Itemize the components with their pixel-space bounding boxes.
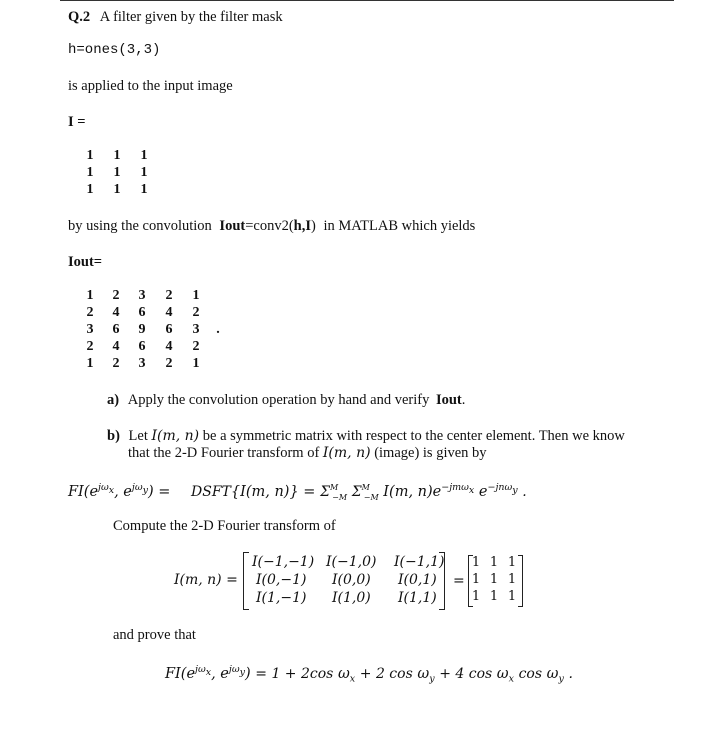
matrix-cell: 1 — [86, 182, 94, 197]
matrix-cell: 2 — [192, 305, 200, 320]
dsft-formula — [68, 482, 527, 502]
applied-text: is applied to the input image — [68, 78, 233, 94]
part-b-label: b) — [107, 428, 120, 444]
matrix-cell: 4 — [112, 339, 120, 354]
matrix-cell: 1 — [86, 148, 94, 163]
matrix-cell: 1 — [192, 356, 200, 371]
matrix-cell: 3 — [138, 288, 146, 303]
part-a-label: a) — [107, 392, 120, 408]
conv-code3: h,I — [293, 218, 312, 234]
matrix-cell: 2 — [192, 339, 200, 354]
matrix-entry: I(1,−1) — [256, 590, 307, 606]
part-a-text: Apply the convolution operation by hand and verify — [127, 392, 430, 408]
matrix-entry: I(−1,−1) — [252, 554, 315, 570]
conv-code2: =conv2( — [245, 218, 294, 234]
part-a — [107, 392, 465, 409]
conv-sentence — [68, 218, 475, 235]
matrix-cell: 1 — [113, 165, 121, 180]
matrix-entry: I(−1,1) — [394, 554, 445, 570]
matrix-cell: 4 — [165, 305, 173, 320]
right-bracket — [518, 555, 523, 607]
part-b-line2-post: (image) is given by — [374, 445, 487, 461]
ones-cell: 1 — [489, 572, 499, 587]
dsft-formula-rhs: DSFT{I(m, $n)\} = \Sigma^M_{-M}$ $\Sigma^M_{-M}$ I(m, $n)e^{-jm\omega_x}$ $e^{-jn\omega_y}$ . — [191, 482, 527, 502]
ones-cell: 1 — [489, 589, 499, 604]
matrix-cell: 6 — [112, 322, 120, 337]
matrix-cell: 9 — [138, 322, 146, 337]
matrix-cell: 1 — [86, 165, 94, 180]
part-b-line1-pre: Let — [128, 428, 148, 444]
ones-cell: 1 — [489, 555, 499, 570]
matrix-cell: 6 — [165, 322, 173, 337]
part-b-line2-pre: that the 2-D Fourier transform of — [128, 445, 320, 461]
matrix-entry: I(1,0) — [332, 590, 371, 606]
ones-cell: 1 — [471, 572, 481, 587]
result-formula: $FI(e^{j\omega_x}$, $e^{j\omega_y}) = 1 + 2\cos$ $\omega_x + 2$ $\cos \omega_y + 4$ $\cos \omega_x$ $\cos \omega_y$ . — [165, 664, 573, 685]
matrix-cell: 1 — [86, 288, 94, 303]
matrix-entry: I(1,1) — [398, 590, 437, 606]
matrix-cell: 1 — [140, 165, 148, 180]
top-rule — [60, 0, 674, 1]
matrix-cell: 2 — [165, 356, 173, 371]
matrix-cell: 3 — [86, 322, 94, 337]
matrix-cell: 2 — [112, 356, 120, 371]
matrix-entry: I(0,−1) — [256, 572, 307, 588]
left-bracket — [243, 552, 249, 610]
matrix-cell: 1 — [140, 182, 148, 197]
prove-text: and prove that — [113, 627, 196, 643]
matrix-cell: 1 — [113, 148, 121, 163]
question-intro: A filter given by the filter mask — [99, 9, 283, 25]
question-heading — [68, 9, 283, 26]
part-a-bold: Iout — [435, 392, 462, 408]
ones-cell: 1 — [507, 555, 517, 570]
equals-sign: = — [453, 573, 465, 589]
matrix-cell: 1 — [86, 356, 94, 371]
matrix-cell: 1 — [113, 182, 121, 197]
conv-code: Iout — [219, 218, 246, 234]
dsft-formula-lhs: $FI(e^{j\omega_x}$, $e^{j\omega_y}$) = — [68, 482, 171, 500]
output-label: Iout= — [68, 254, 103, 270]
conv-code4: ) — [311, 218, 316, 234]
part-a-end: . — [461, 392, 466, 408]
matrix-entry: I(−1,0) — [326, 554, 377, 570]
matrix-entry: I(0,1) — [398, 572, 437, 588]
right-bracket — [439, 552, 445, 610]
matrix-cell: 1 — [192, 288, 200, 303]
conv-prefix: by using the convolution — [68, 218, 212, 234]
matrix-cell: 2 — [165, 288, 173, 303]
mask-code: h=ones(3,3) — [68, 42, 161, 58]
conv-suffix: in MATLAB which yields — [323, 218, 476, 234]
matrix-cell: 3 — [192, 322, 200, 337]
matrix-cell: 2 — [86, 305, 94, 320]
part-b-line2-math: I(m, n) — [322, 445, 371, 461]
matrix-cell: 4 — [165, 339, 173, 354]
matrix-cell: 4 — [112, 305, 120, 320]
ones-cell: 1 — [471, 555, 481, 570]
matrix-cell: 6 — [138, 305, 146, 320]
matrix-period: . — [216, 322, 220, 337]
part-b-line2 — [128, 445, 487, 462]
matrix-cell: 2 — [112, 288, 120, 303]
part-b-line1 — [107, 428, 625, 445]
matrix-lhs: I(m, n) = — [174, 572, 238, 588]
part-b-line1-post: be a symmetric matrix with respect to the center element. Then we know — [202, 428, 625, 444]
question-number: Q.2 — [68, 9, 91, 25]
matrix-cell: 1 — [140, 148, 148, 163]
part-b-line1-math: I(m, n) — [151, 428, 200, 444]
matrix-cell: 3 — [138, 356, 146, 371]
matrix-cell: 6 — [138, 339, 146, 354]
input-label: I = — [68, 114, 86, 130]
compute-text: Compute the 2-D Fourier transform of — [113, 518, 336, 534]
matrix-entry: I(0,0) — [332, 572, 371, 588]
matrix-cell: 2 — [86, 339, 94, 354]
ones-cell: 1 — [507, 589, 517, 604]
ones-cell: 1 — [471, 589, 481, 604]
ones-cell: 1 — [507, 572, 517, 587]
